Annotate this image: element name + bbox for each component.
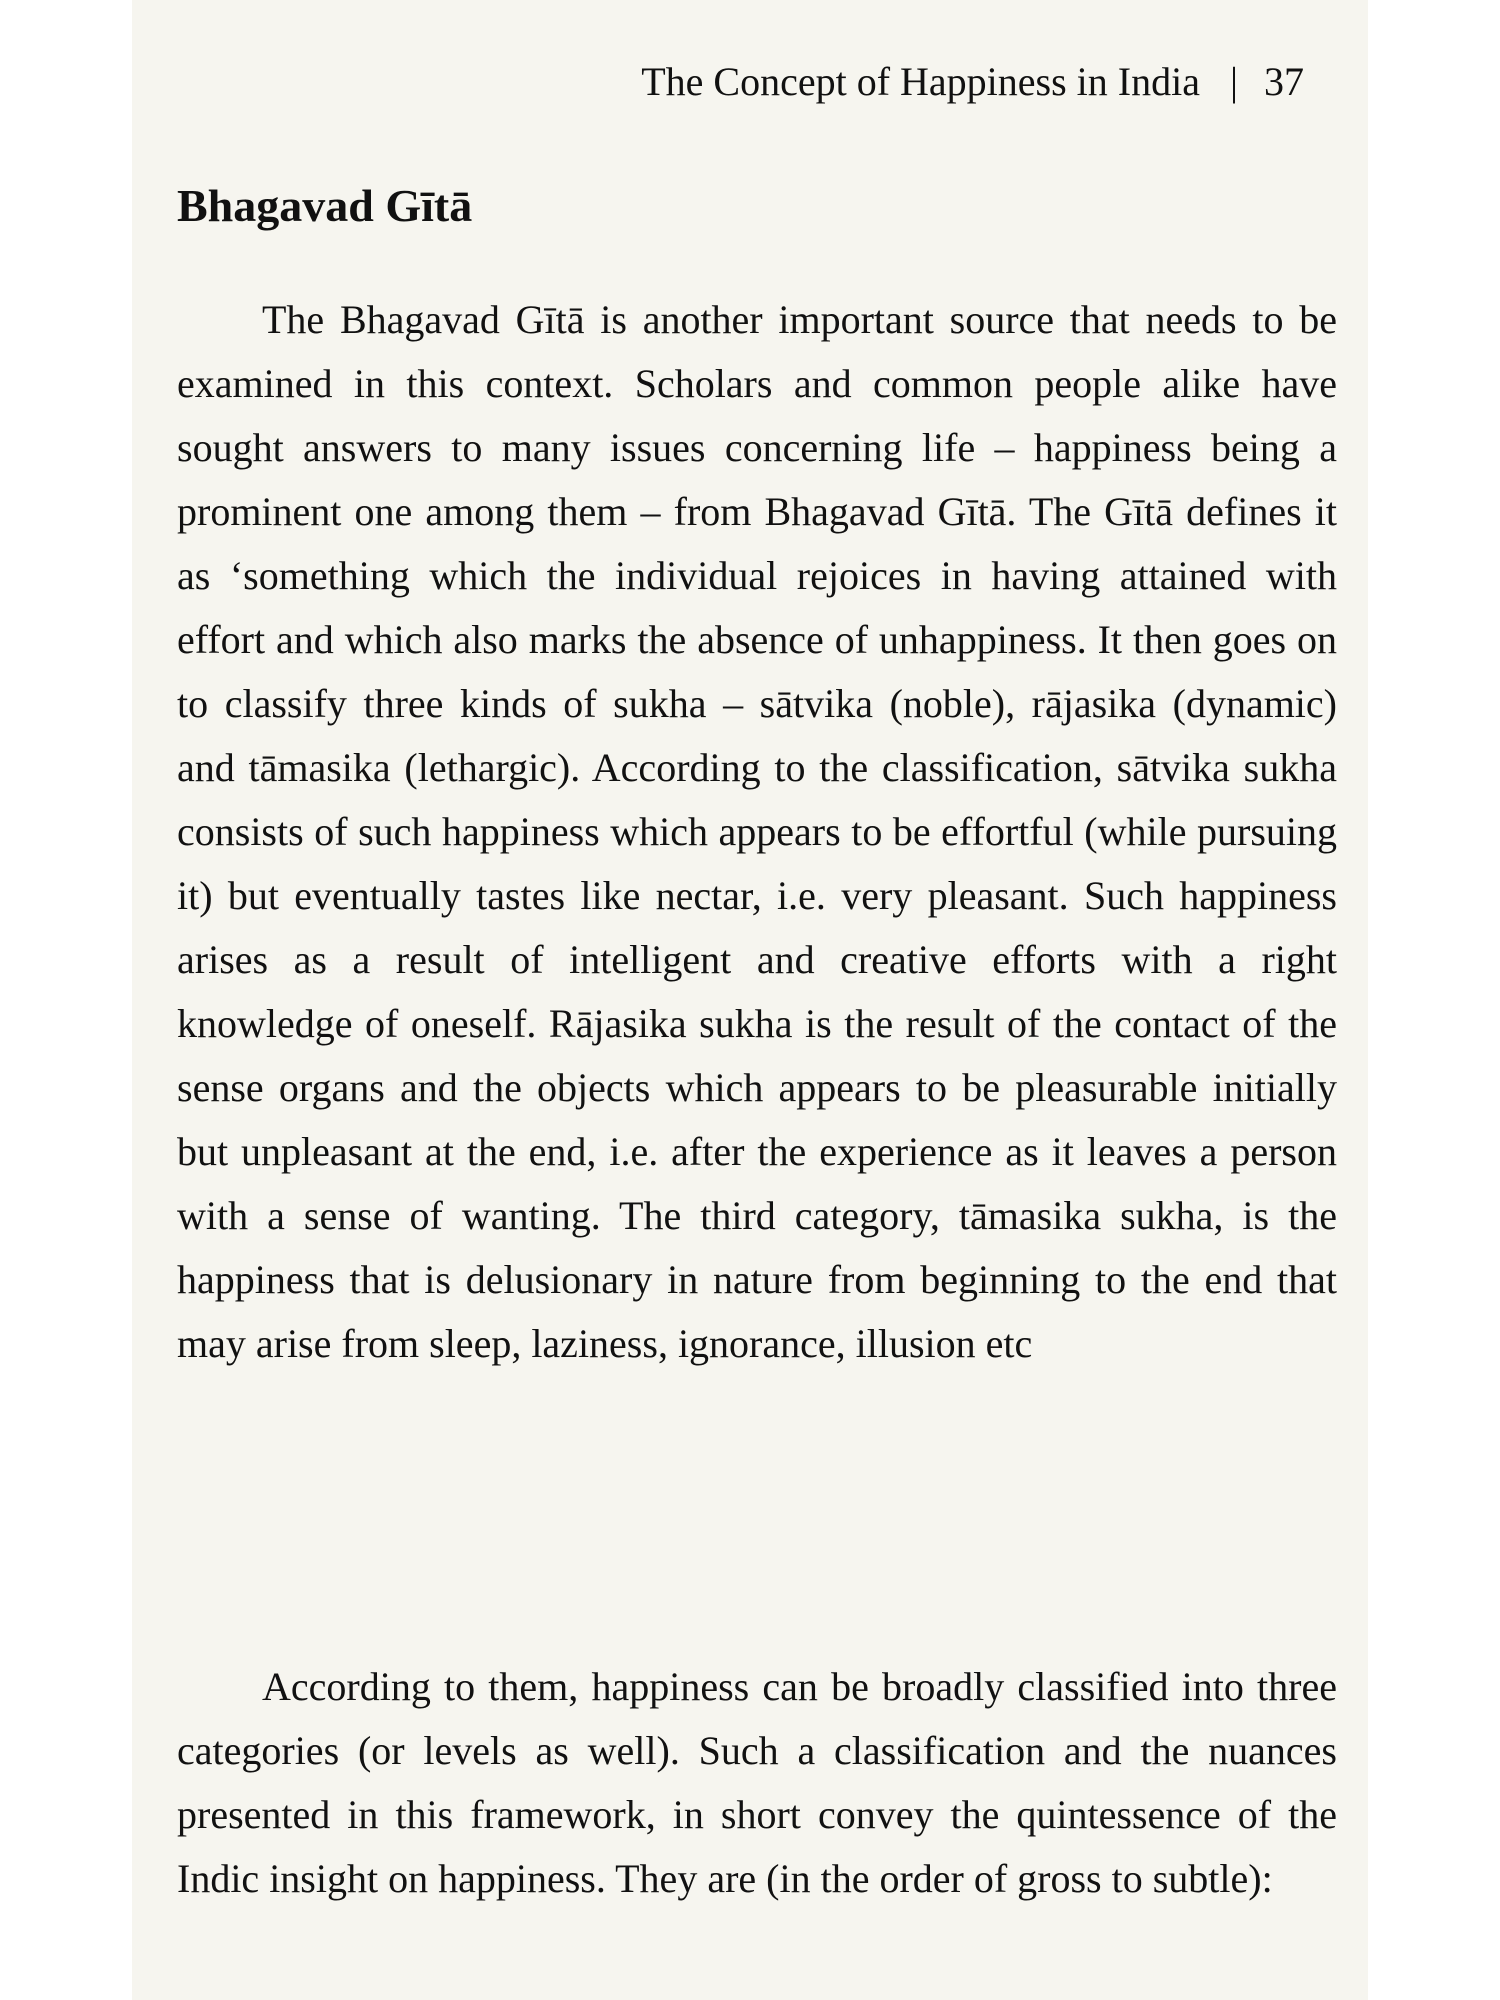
page-number: 37 [1264,59,1304,104]
running-header [641,58,1304,106]
paragraph-1: The Bhagavad Gītā is another important source that needs to be examined in this context. Scholars and common people alike have sought answers to many issues concerning life – happiness being a prominent one among them – from Bhagavad Gītā. The Gītā defines it as ‘something which the individual rejoices in having attained with effort and which also marks the absence of unhappiness. It then goes on to classify three kinds of sukha – sātvika (noble), rājasika (dynamic) and tāmasika (lethargic). According to the classification, sātvika sukha consists of such happiness which appears to be effortful (while pursuing it) but eventually tastes like nectar, i.e. very pleasant. Such happiness arises as a result of intelligent and creative efforts with a right knowledge of oneself. Rājasika sukha is the result of the contact of the sense organs and the objects which appears to be pleasurable initially but unpleasant at the end, i.e. after the experience as it leaves a person with a sense of wanting. The third category, tāmasika sukha, is the happiness that is delusionary in nature from beginning to the end that may arise from sleep, laziness, ignorance, illusion etc [177,297,1337,1366]
paragraph-2: According to them, happiness can be broadly classified into three categories (or levels as well). Such a classification and the nuances presented in this framework, in short convey the quintessence of the Indic insight on happiness. They are (in the order of gross to subtle): [177,1664,1337,1901]
header-separator: | [1229,59,1238,104]
section-heading: Bhagavad Gītā [177,180,473,231]
book-page [132,0,1368,2000]
running-title: The Concept of Happiness in India [641,59,1200,104]
